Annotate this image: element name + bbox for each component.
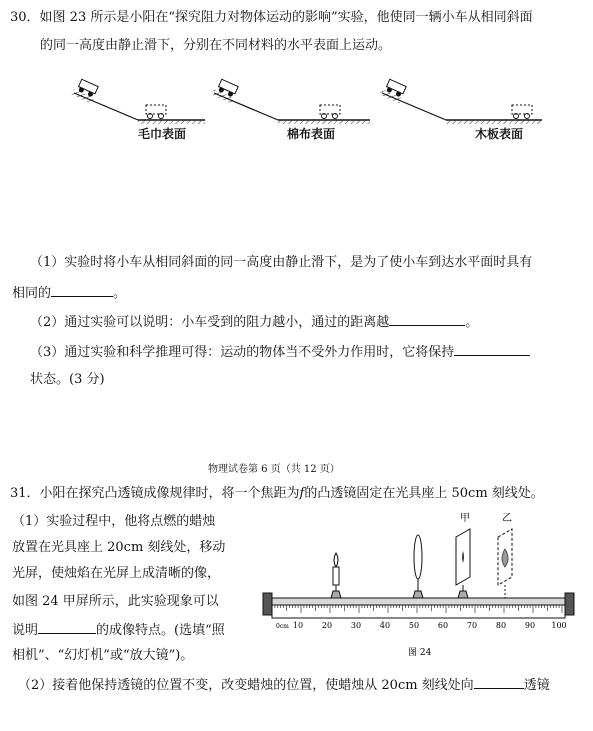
screen-yi xyxy=(498,512,512,598)
q31-part2: （2）接着他保持透镜的位置不变，改变蜡烛的位置，使蜡烛从 20cm 刻线处向 透镜 xyxy=(18,678,550,693)
q31-p1-line3: 光屏，使烛焰在光屏上成清晰的像， xyxy=(12,566,221,581)
label-jia: 甲 xyxy=(460,513,470,524)
label-wood: 木板表面 xyxy=(475,127,524,141)
q30-part3-line2: 状态。(3 分) xyxy=(30,372,105,387)
label-cotton: 棉布表面 xyxy=(287,127,336,141)
bench-rail xyxy=(272,598,565,605)
figure-24-optical-bench xyxy=(258,505,583,660)
bench-left-support xyxy=(263,593,272,615)
q31-p1-line5: 说明 的成像特点。(选填“照 xyxy=(12,623,225,638)
page-footer: 物理试卷第 6 页（共 12 页） xyxy=(208,464,340,475)
tick-label-20: 20 xyxy=(321,621,333,630)
q31-p1-line4: 如图 24 甲屏所示，此实验现象可以 xyxy=(12,594,219,609)
q31-p1-line6: 相机”、“幻灯机”或“放大镜”)。 xyxy=(12,648,194,663)
incline-set-wood xyxy=(379,79,542,124)
incline-set-cotton xyxy=(211,79,370,124)
q31-p1-line1: （1）实验过程中，他将点燃的蜡烛 xyxy=(12,514,216,529)
q30-part1-line1: （1）实验时将小车从相同斜面的同一高度由静止滑下，是为了使小车到达水平面时具有 xyxy=(30,255,533,270)
convex-lens xyxy=(413,535,423,598)
answer-blank-3[interactable] xyxy=(454,343,530,356)
candle xyxy=(331,553,341,598)
answer-blank-5[interactable] xyxy=(474,676,524,689)
scale-unit: 0cm xyxy=(276,623,289,630)
tick-label-80: 80 xyxy=(495,621,507,630)
bench-right-support xyxy=(565,593,574,615)
label-yi: 乙 xyxy=(502,513,512,524)
screen-jia xyxy=(456,512,470,598)
tick-label-100: 100 xyxy=(551,621,567,630)
tick-label-50: 50 xyxy=(408,621,420,630)
figure-24-caption: 图 24 xyxy=(408,648,432,658)
incline-set-towel xyxy=(71,79,205,124)
tick-label-30: 30 xyxy=(350,621,362,630)
q31-p1-line2: 放置在光具座上 20cm 刻线处，移动 xyxy=(12,540,226,555)
tick-label-40: 40 xyxy=(379,621,391,630)
q31-line1: 31．小阳在探究凸透镜成像规律时，将一个焦距为f的凸透镜固定在光具座上 50cm 刻线处。 xyxy=(10,486,544,501)
tick-label-60: 60 xyxy=(437,621,449,630)
q30-part3: （3）通过实验和科学推理可得：运动的物体当不受外力作用时，它将保持 xyxy=(30,343,530,361)
answer-blank-1[interactable] xyxy=(51,284,113,297)
answer-blank-4[interactable] xyxy=(38,621,96,634)
q30-part2: （2）通过实验可以说明：小车受到的阻力越小，通过的距离越 。 xyxy=(30,315,479,330)
q30-line2: 的同一高度由静止滑下，分别在不同材料的水平表面上运动。 xyxy=(40,38,392,53)
q30-line1: 30．如图 23 所示是小阳在“探究阻力对物体运动的影响”实验，他使同一辆小车从相同斜面 xyxy=(10,10,533,25)
label-towel: 毛巾表面 xyxy=(138,127,187,141)
tick-label-90: 90 xyxy=(524,621,536,630)
answer-blank-2[interactable] xyxy=(389,313,465,326)
tick-label-10: 10 xyxy=(292,621,304,630)
tick-label-70: 70 xyxy=(466,621,478,630)
bench-scale xyxy=(272,605,565,618)
q30-part1-line2: 相同的 。 xyxy=(12,286,127,301)
